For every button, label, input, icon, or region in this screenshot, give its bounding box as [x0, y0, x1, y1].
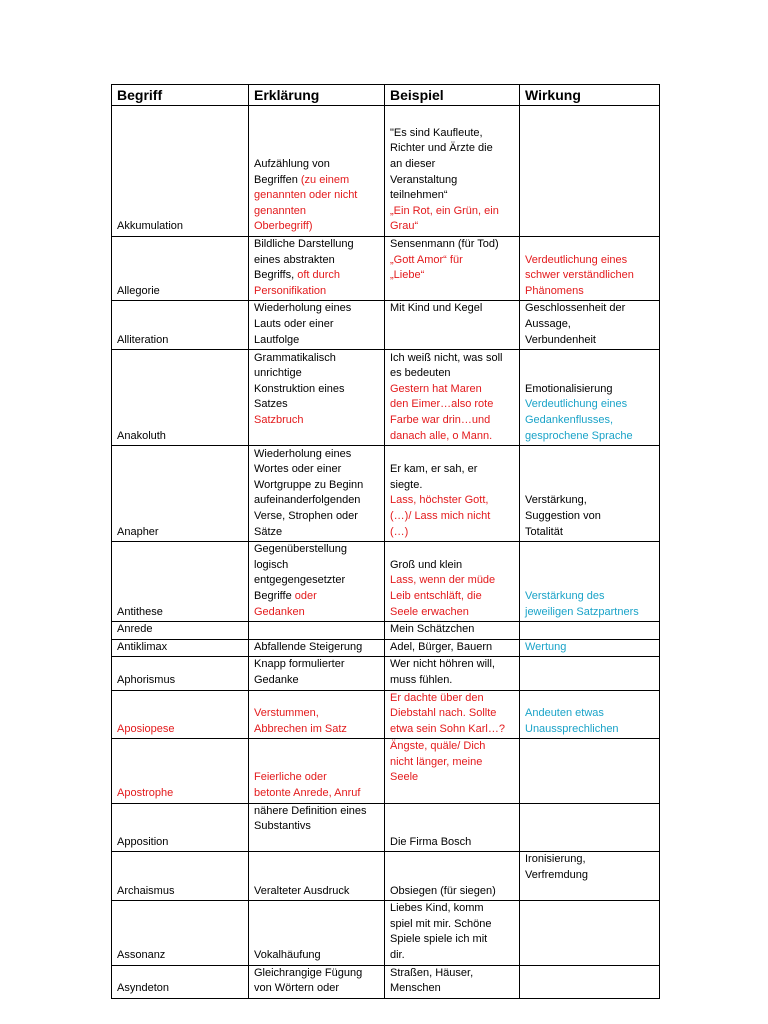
- cell-line: Substantivs: [254, 820, 311, 833]
- cell-line: [254, 835, 379, 851]
- cell-line: unrichtige: [254, 367, 302, 380]
- cell-line: [254, 413, 379, 429]
- text-segment: Gedanken: [254, 605, 305, 618]
- cell-line: [525, 884, 654, 900]
- cell-wirkung: [520, 852, 660, 901]
- text-segment: Grau“: [390, 220, 419, 233]
- text-segment: gesprochene Sprache: [525, 429, 633, 442]
- cell-line: [525, 640, 654, 656]
- table-row: [112, 106, 660, 237]
- cell-line: [390, 204, 514, 220]
- table-row: [112, 690, 660, 739]
- cell-line: [525, 253, 654, 269]
- text-segment: Verstärkung des: [525, 589, 605, 602]
- cell-line: Lauts oder einer: [254, 317, 334, 330]
- cell-beispiel: [385, 690, 520, 739]
- text-segment: schwer verständlichen: [525, 269, 634, 282]
- cell-begriff: [112, 965, 249, 998]
- term-label: Anakoluth: [117, 429, 166, 442]
- cell-line: Er kam, er sah, er: [390, 463, 478, 476]
- cell-line: [390, 755, 514, 771]
- cell-line: siegte.: [390, 478, 423, 491]
- cell-line: Suggestion von: [525, 509, 601, 522]
- cell-begriff: [112, 622, 249, 640]
- cell-line: [390, 605, 514, 621]
- text-segment: Phänomens: [525, 284, 584, 297]
- text-segment: Seele: [390, 771, 419, 784]
- text-segment: Verdeutlichung eines: [525, 398, 628, 411]
- text-segment: Wertung: [525, 640, 567, 653]
- term-label: Archaismus: [117, 884, 175, 897]
- cell-wirkung: [520, 639, 660, 657]
- text-segment: (…): [390, 525, 409, 538]
- cell-line: Satzes: [254, 398, 288, 411]
- header-beispiel: Beispiel: [385, 85, 520, 106]
- cell-line: Straßen, Häuser,: [390, 966, 474, 979]
- cell-erklaerung: [249, 301, 385, 350]
- term-label: Alliteration: [117, 333, 169, 346]
- cell-line: Gleichrangige Fügung: [254, 966, 363, 979]
- cell-line: [525, 429, 654, 445]
- text-segment: Begriffs,: [254, 269, 298, 282]
- term-label: Antiklimax: [117, 640, 168, 653]
- term-label: Allegorie: [117, 284, 160, 297]
- cell-line: Liebes Kind, komm: [390, 902, 484, 915]
- text-segment: Begriffe: [254, 589, 295, 602]
- cell-line: [390, 589, 514, 605]
- text-segment: „Ein Rot, ein Grün, ein: [390, 204, 499, 217]
- cell-line: Verbundenheit: [525, 333, 596, 346]
- cell-line: Die Firma Bosch: [390, 835, 472, 848]
- cell-line: Richter und Ärzte die: [390, 142, 493, 155]
- cell-wirkung: [520, 657, 660, 690]
- cell-beispiel: [385, 622, 520, 640]
- cell-line: Wortes oder einer: [254, 463, 342, 476]
- cell-line: Adel, Bürger, Bauern: [390, 640, 493, 653]
- cell-line: [390, 413, 514, 429]
- cell-line: [254, 722, 379, 738]
- text-segment: „Gott Amor“ für: [390, 253, 463, 266]
- cell-beispiel: [385, 237, 520, 301]
- cell-line: Mein Schätzchen: [390, 623, 475, 636]
- cell-erklaerung: [249, 690, 385, 739]
- text-segment: Satzbruch: [254, 413, 304, 426]
- text-segment: Gedankenflusses,: [525, 413, 614, 426]
- term-label: Apostrophe: [117, 787, 174, 800]
- cell-beispiel: [385, 901, 520, 965]
- cell-line: [254, 173, 379, 189]
- cell-line: [254, 268, 379, 284]
- cell-line: [390, 317, 514, 333]
- text-segment: Unaussprechlichen: [525, 722, 619, 735]
- cell-wirkung: [520, 446, 660, 542]
- cell-wirkung: [520, 542, 660, 622]
- cell-line: Gegenüberstellung: [254, 543, 347, 556]
- cell-wirkung: [520, 237, 660, 301]
- text-segment: Er dachte über den: [390, 691, 484, 704]
- text-segment: Oberbegriff): [254, 220, 313, 233]
- cell-line: Wiederholung eines: [254, 302, 352, 315]
- cell-line: Groß und klein: [390, 558, 463, 571]
- cell-line: [525, 413, 654, 429]
- cell-line: [390, 333, 514, 349]
- text-segment: jeweiligen Satzpartners: [525, 605, 639, 618]
- cell-begriff: [112, 852, 249, 901]
- cell-erklaerung: [249, 639, 385, 657]
- cell-beispiel: [385, 446, 520, 542]
- table-row: [112, 350, 660, 446]
- cell-line: Verstärkung,: [525, 494, 587, 507]
- cell-line: [525, 605, 654, 621]
- cell-wirkung: [520, 739, 660, 803]
- cell-wirkung: [520, 301, 660, 350]
- term-label: Anapher: [117, 525, 159, 538]
- cell-line: Veranstaltung: [390, 173, 458, 186]
- cell-line: [390, 253, 514, 269]
- text-segment: Gestern hat Maren: [390, 382, 482, 395]
- cell-line: Ironisierung,: [525, 853, 586, 866]
- cell-line: [390, 268, 514, 284]
- cell-line: Wer nicht höhren will,: [390, 658, 495, 671]
- cell-begriff: [112, 657, 249, 690]
- term-label: Assonanz: [117, 949, 166, 961]
- text-segment: Ängste, quäle/ Dich: [390, 740, 486, 753]
- text-segment: Verstummen,: [254, 707, 319, 720]
- cell-line: Veralteter Ausdruck: [254, 884, 350, 897]
- cell-line: Spiele spiele ich mit: [390, 933, 488, 946]
- text-segment: Seele erwachen: [390, 605, 469, 618]
- cell-line: Aufzählung von: [254, 158, 330, 171]
- cell-line: [390, 284, 514, 300]
- table-row: [112, 901, 660, 965]
- cell-line: logisch: [254, 558, 289, 571]
- header-erklaerung: Erklärung: [249, 85, 385, 106]
- cell-line: Sensenmann (für Tod): [390, 238, 499, 250]
- stilmittel-table: [111, 84, 660, 999]
- text-segment: Diebstahl nach. Sollte: [390, 707, 497, 720]
- cell-line: [390, 525, 514, 541]
- cell-begriff: [112, 803, 249, 852]
- text-segment: Feierliche oder: [254, 771, 327, 784]
- cell-erklaerung: [249, 901, 385, 965]
- text-segment: Verdeutlichung eines: [525, 253, 628, 266]
- table-row: [112, 237, 660, 301]
- cell-line: [390, 739, 514, 755]
- text-segment: genannten oder nicht: [254, 189, 358, 202]
- cell-begriff: [112, 446, 249, 542]
- cell-line: Emotionalisierung: [525, 382, 613, 395]
- table-row: [112, 639, 660, 657]
- table-body: [112, 106, 660, 999]
- term-label: Aposiopese: [117, 722, 175, 735]
- cell-erklaerung: [249, 542, 385, 622]
- table-row: [112, 301, 660, 350]
- cell-line: [390, 722, 514, 738]
- cell-line: Grammatikalisch: [254, 351, 336, 364]
- cell-line: Gedanke: [254, 673, 299, 686]
- cell-line: Geschlossenheit der: [525, 302, 626, 315]
- cell-line: [390, 382, 514, 398]
- text-segment: betonte Anrede, Anruf: [254, 787, 361, 800]
- cell-line: [390, 509, 514, 525]
- cell-line: [525, 397, 654, 413]
- cell-line: Sätze: [254, 525, 283, 538]
- table-row: [112, 446, 660, 542]
- cell-line: [254, 770, 379, 786]
- cell-wirkung: [520, 622, 660, 640]
- cell-line: [390, 219, 514, 235]
- cell-beispiel: [385, 301, 520, 350]
- cell-erklaerung: [249, 350, 385, 446]
- cell-line: Mit Kind und Kegel: [390, 302, 483, 315]
- cell-erklaerung: [249, 237, 385, 301]
- cell-begriff: [112, 690, 249, 739]
- table-header-row: [112, 85, 660, 106]
- cell-wirkung: [520, 803, 660, 852]
- cell-wirkung: [520, 106, 660, 237]
- table-row: [112, 739, 660, 803]
- cell-line: Bildliche Darstellung: [254, 238, 354, 250]
- table-row: [112, 542, 660, 622]
- cell-begriff: [112, 237, 249, 301]
- text-segment: „Liebe“: [390, 269, 425, 282]
- cell-line: Aussage,: [525, 317, 571, 330]
- cell-wirkung: [520, 901, 660, 965]
- cell-line: Totalität: [525, 525, 563, 538]
- table-row: [112, 803, 660, 852]
- header-wirkung: Wirkung: [520, 85, 660, 106]
- table-row: [112, 965, 660, 998]
- cell-line: spiel mit mir. Schöne: [390, 917, 492, 930]
- text-segment: den Eimer…also rote: [390, 398, 494, 411]
- term-label: Antithese: [117, 605, 163, 618]
- text-segment: Andeuten etwas: [525, 707, 604, 720]
- term-label: Apposition: [117, 835, 169, 848]
- cell-line: teilnehmen“: [390, 189, 448, 202]
- cell-wirkung: [520, 965, 660, 998]
- cell-line: Konstruktion eines: [254, 382, 345, 395]
- cell-line: eines abstrakten: [254, 253, 335, 266]
- cell-line: [254, 605, 379, 621]
- cell-line: aufeinanderfolgenden: [254, 494, 361, 507]
- cell-line: Ich weiß nicht, was soll: [390, 351, 503, 364]
- cell-erklaerung: [249, 446, 385, 542]
- text-segment: genannten: [254, 204, 306, 217]
- cell-beispiel: [385, 639, 520, 657]
- cell-erklaerung: [249, 106, 385, 237]
- header-begriff: Begriff: [112, 85, 249, 106]
- cell-line: an dieser: [390, 158, 436, 171]
- cell-line: [390, 573, 514, 589]
- cell-beispiel: [385, 657, 520, 690]
- cell-line: dir.: [390, 949, 405, 961]
- cell-line: Knapp formulierter: [254, 658, 345, 671]
- cell-line: Wiederholung eines: [254, 447, 352, 460]
- cell-line: [254, 786, 379, 802]
- text-segment: (zu einem: [300, 173, 350, 186]
- text-segment: danach alle, o Mann.: [390, 429, 493, 442]
- cell-line: [390, 786, 514, 802]
- text-segment: Personifikation: [254, 284, 327, 297]
- cell-line: [525, 706, 654, 722]
- cell-line: [390, 493, 514, 509]
- cell-beispiel: [385, 852, 520, 901]
- cell-wirkung: [520, 690, 660, 739]
- cell-line: [390, 691, 514, 707]
- text-segment: Leib entschläft, die: [390, 589, 482, 602]
- cell-line: entgegengesetzter: [254, 574, 346, 587]
- cell-begriff: [112, 106, 249, 237]
- cell-line: [390, 397, 514, 413]
- cell-line: [525, 722, 654, 738]
- cell-begriff: [112, 901, 249, 965]
- cell-line: [254, 284, 379, 300]
- cell-line: Wortgruppe zu Beginn: [254, 478, 364, 491]
- cell-erklaerung: [249, 657, 385, 690]
- cell-line: [254, 429, 379, 445]
- text-segment: Farbe war drin…und: [390, 413, 491, 426]
- cell-begriff: [112, 301, 249, 350]
- cell-line: [390, 429, 514, 445]
- cell-line: es bedeuten: [390, 367, 451, 380]
- cell-erklaerung: [249, 852, 385, 901]
- cell-erklaerung: [249, 739, 385, 803]
- cell-begriff: [112, 739, 249, 803]
- cell-line: [525, 268, 654, 284]
- cell-line: Menschen: [390, 982, 441, 995]
- cell-line: [254, 706, 379, 722]
- cell-erklaerung: [249, 622, 385, 640]
- table-row: [112, 657, 660, 690]
- cell-line: Obsiegen (für siegen): [390, 884, 496, 897]
- table-row: [112, 852, 660, 901]
- cell-line: muss fühlen.: [390, 673, 453, 686]
- cell-line: Vokalhäufung: [254, 949, 321, 961]
- cell-begriff: [112, 542, 249, 622]
- cell-beispiel: [385, 803, 520, 852]
- cell-beispiel: [385, 350, 520, 446]
- table-row: [112, 622, 660, 640]
- text-segment: Lass, höchster Gott,: [390, 494, 489, 507]
- cell-line: "Es sind Kaufleute,: [390, 126, 483, 139]
- cell-begriff: [112, 639, 249, 657]
- term-label: Aphorismus: [117, 673, 176, 686]
- text-segment: Begriffen: [254, 173, 301, 186]
- text-segment: (…)/ Lass mich nicht: [390, 509, 491, 522]
- cell-beispiel: [385, 106, 520, 237]
- cell-erklaerung: [249, 965, 385, 998]
- cell-line: Verfremdung: [525, 869, 588, 882]
- text-segment: etwa sein Sohn Karl…?: [390, 722, 505, 735]
- cell-beispiel: [385, 542, 520, 622]
- text-segment: oft durch: [297, 269, 341, 282]
- term-label: Anrede: [117, 623, 153, 636]
- cell-line: nähere Definition eines: [254, 804, 367, 817]
- cell-erklaerung: [249, 803, 385, 852]
- cell-wirkung: [520, 350, 660, 446]
- text-segment: oder: [294, 589, 317, 602]
- cell-line: Abfallende Steigerung: [254, 640, 363, 653]
- cell-beispiel: [385, 739, 520, 803]
- cell-line: Lautfolge: [254, 333, 300, 346]
- cell-line: [525, 589, 654, 605]
- cell-line: [254, 219, 379, 235]
- text-segment: Lass, wenn der müde: [390, 574, 496, 587]
- text-segment: nicht länger, meine: [390, 755, 483, 768]
- cell-line: [525, 284, 654, 300]
- cell-line: [390, 770, 514, 786]
- cell-line: von Wörtern oder: [254, 982, 339, 995]
- cell-line: [390, 706, 514, 722]
- term-label: Akkumulation: [117, 220, 184, 233]
- term-label: Asyndeton: [117, 982, 169, 995]
- text-segment: Abbrechen im Satz: [254, 722, 347, 735]
- cell-begriff: [112, 350, 249, 446]
- cell-beispiel: [385, 965, 520, 998]
- cell-line: Verse, Strophen oder: [254, 509, 358, 522]
- cell-line: [254, 204, 379, 220]
- cell-line: [254, 188, 379, 204]
- cell-line: [254, 589, 379, 605]
